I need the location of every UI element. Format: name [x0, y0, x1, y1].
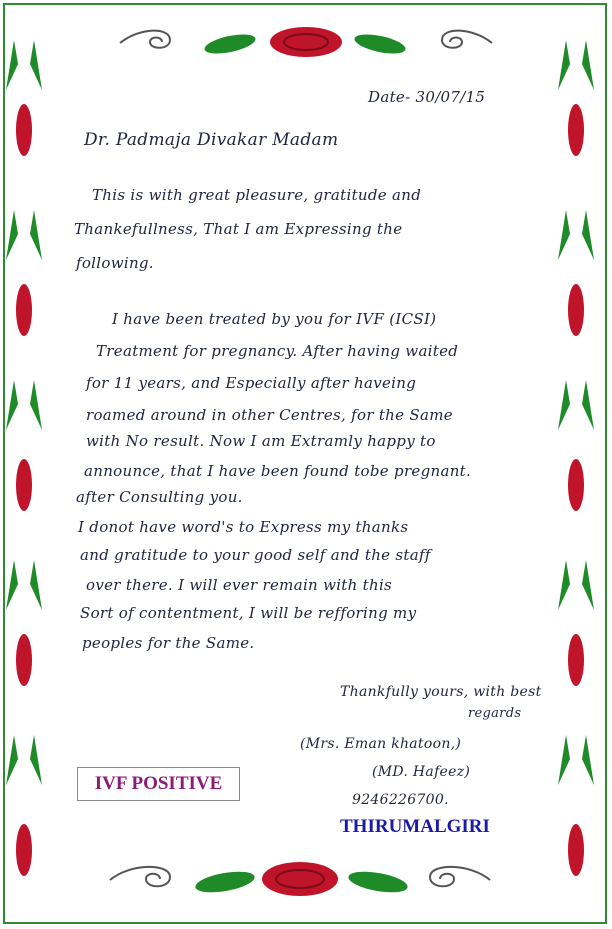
letter-line: following. [76, 254, 154, 272]
leaf-icon [6, 40, 42, 90]
location-label: THIRUMALGIRI [340, 816, 490, 837]
rose-icon [568, 284, 584, 336]
rose-icon [16, 104, 32, 156]
letter-line: for 11 years, and Especially after haveing [86, 374, 417, 392]
letter-line: peoples for the Same. [82, 634, 255, 652]
letter-line: after Consulting you. [76, 488, 243, 506]
leaf-icon [194, 868, 256, 896]
top-rose-ornament [110, 22, 502, 64]
right-swirl [442, 31, 492, 48]
letter-line: This is with great pleasure, gratitude and [92, 186, 422, 204]
letter-line: I donot have word's to Express my thanks [78, 518, 409, 536]
letter-line: and gratitude to your good self and the staff [80, 546, 431, 564]
rose-icon [568, 104, 584, 156]
left-rose-border [4, 20, 44, 910]
letter-line: with No result. Now I am Extramly happy to [86, 432, 436, 450]
leaf-icon [353, 31, 407, 57]
letter-line: over there. I will ever remain with this [86, 576, 393, 594]
rose-icon [16, 284, 32, 336]
letter-line: I have been treated by you for IVF (ICSI) [112, 310, 437, 328]
leaf-icon [347, 868, 409, 896]
rose-icon [16, 634, 32, 686]
letter-line: Treatment for pregnancy. After having waited [96, 342, 459, 360]
rose-icon [270, 27, 342, 57]
letter-closing-regards: regards [468, 706, 522, 721]
rose-icon [16, 824, 32, 876]
right-rose-border [556, 20, 596, 910]
ivf-positive-badge: IVF POSITIVE [77, 767, 240, 801]
left-swirl [120, 31, 170, 48]
letter-line: announce, that I have been found tobe pregnant. [84, 462, 472, 480]
letter-line: Sort of contentment, I will be refforing my [80, 604, 417, 622]
rose-icon [262, 862, 338, 896]
signature-spouse: (MD. Hafeez) [372, 764, 471, 780]
bottom-rose-ornament [100, 855, 500, 905]
letter-line: Thankefullness, That I am Expressing the [74, 220, 403, 238]
letter-date: Date- 30/07/15 [368, 88, 486, 106]
rose-icon [568, 634, 584, 686]
letter-line: roamed around in other Centres, for the Same [86, 406, 453, 424]
rose-icon [568, 824, 584, 876]
signature-phone: 9246226700. [352, 792, 449, 808]
rose-icon [16, 459, 32, 511]
signature-name: (Mrs. Eman khatoon,) [300, 736, 462, 752]
rose-icon [568, 459, 584, 511]
letter-salutation: Dr. Padmaja Divakar Madam [84, 130, 339, 150]
letter-closing: Thankfully yours, with best [340, 684, 542, 700]
leaf-icon [203, 31, 257, 57]
